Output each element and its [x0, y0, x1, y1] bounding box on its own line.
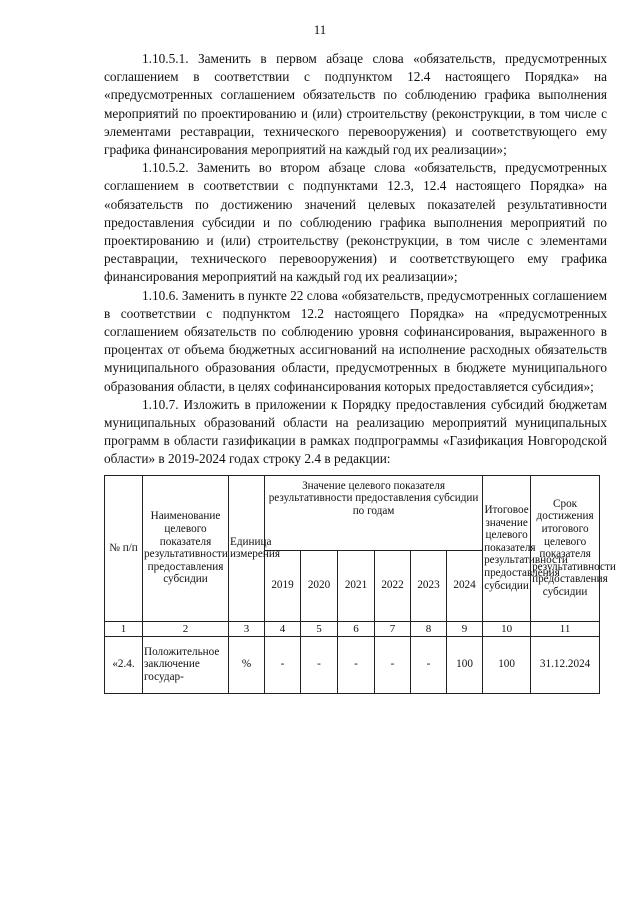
paragraph-1-10-6: 1.10.6. Заменить в пункте 22 слова «обязательств, предусмотренных соглашением в соответствии с подпунктом 12.2 настоящего Порядка» на «предусмотренных соглашением обязательств по соблюдению уровня софинансирования, выраженного в процентах от объема бюджетных ассигнований на исполнение расходных обязательств муниципального образования области, предусмотренных в бюджете муниципального образования области, в целях софинансирования которых предоставляется субсидия»;: [104, 287, 607, 394]
header-year-2022: 2022: [375, 550, 411, 621]
column-number: 11: [531, 621, 600, 636]
header-year-2020: 2020: [301, 550, 338, 621]
header-deadline: Срок достижения итогового целевого показателя результативности предоставления субсидии: [531, 475, 600, 621]
row-value-2023: -: [411, 636, 447, 693]
column-number: 7: [375, 621, 411, 636]
header-unit: Единица измерения: [229, 475, 265, 621]
row-value-2024: 100: [447, 636, 483, 693]
row-unit: %: [229, 636, 265, 693]
row-total: 100: [483, 636, 531, 693]
column-number: 6: [338, 621, 375, 636]
row-value-2019: -: [265, 636, 301, 693]
header-num: № п/п: [105, 475, 143, 621]
column-number: 2: [143, 621, 229, 636]
paragraph-1-10-5-2: 1.10.5.2. Заменить во втором абзаце слова «обязательств, предусмотренных соглашением в соответствии с подпунктами 12.3, 12.4 настоящего Порядка» на «обязательств по достижению значений целевых показателей результативности предоставления субсидии и по соблюдению графика выполнения мероприятий по проектированию и (или) строительству (реконструкции, в том числе с элементами реставрации, технического перевооружения) и соответствующего ему графика финансирования мероприятий на каждый год их реализации»;: [104, 160, 607, 285]
header-year-2023: 2023: [411, 550, 447, 621]
column-number: 8: [411, 621, 447, 636]
column-number: 9: [447, 621, 483, 636]
row-num: «2.4.: [105, 636, 143, 693]
column-number: 1: [105, 621, 143, 636]
header-total: Итоговое значение целевого показателя результативности предоставления субсидии: [483, 475, 531, 621]
column-number: 4: [265, 621, 301, 636]
column-number: 5: [301, 621, 338, 636]
header-year-2024: 2024: [447, 550, 483, 621]
row-deadline: 31.12.2024: [531, 636, 600, 693]
page-number: 11: [313, 22, 327, 37]
header-year-2021: 2021: [338, 550, 375, 621]
column-numbers-row: [105, 621, 600, 636]
column-number: 3: [229, 621, 265, 636]
paragraph-1-10-5-1: 1.10.5.1. Заменить в первом абзаце слова «обязательств, предусмотренных соглашением в соответствии с подпунктом 12.4 настоящего Порядка» на «предусмотренных соглашением обязательств по соблюдению графика выполнения мероприятий по проектированию и (или) строительству (реконструкции, в том числе с элементами реставрации, технического перевооружения) и соответствующего ему графика финансирования мероприятий на каждый год их реализации»;: [104, 51, 607, 158]
header-name: Наименование целевого показателя результативности предоставления субсидии: [143, 475, 229, 621]
indicators-table: [104, 475, 616, 694]
paragraph-1-10-7: 1.10.7. Изложить в приложении к Порядку предоставления субсидий бюджетам муниципальных образований области на реализацию мероприятий муниципальных программ в области газификации в рамках подпрограммы «Газификация Новгородской области» в 2019-2024 годах строку 2.4 в редакции:: [104, 396, 607, 467]
document-body: [104, 50, 616, 694]
row-name: Положительное заключение государ-: [143, 636, 229, 693]
table-row: [105, 636, 600, 693]
row-value-2022: -: [375, 636, 411, 693]
row-value-2020: -: [301, 636, 338, 693]
row-value-2021: -: [338, 636, 375, 693]
header-year-2019: 2019: [265, 550, 301, 621]
column-number: 10: [483, 621, 531, 636]
header-years-group: Значение целевого показателя результативности предоставления субсидии по годам: [265, 475, 483, 550]
